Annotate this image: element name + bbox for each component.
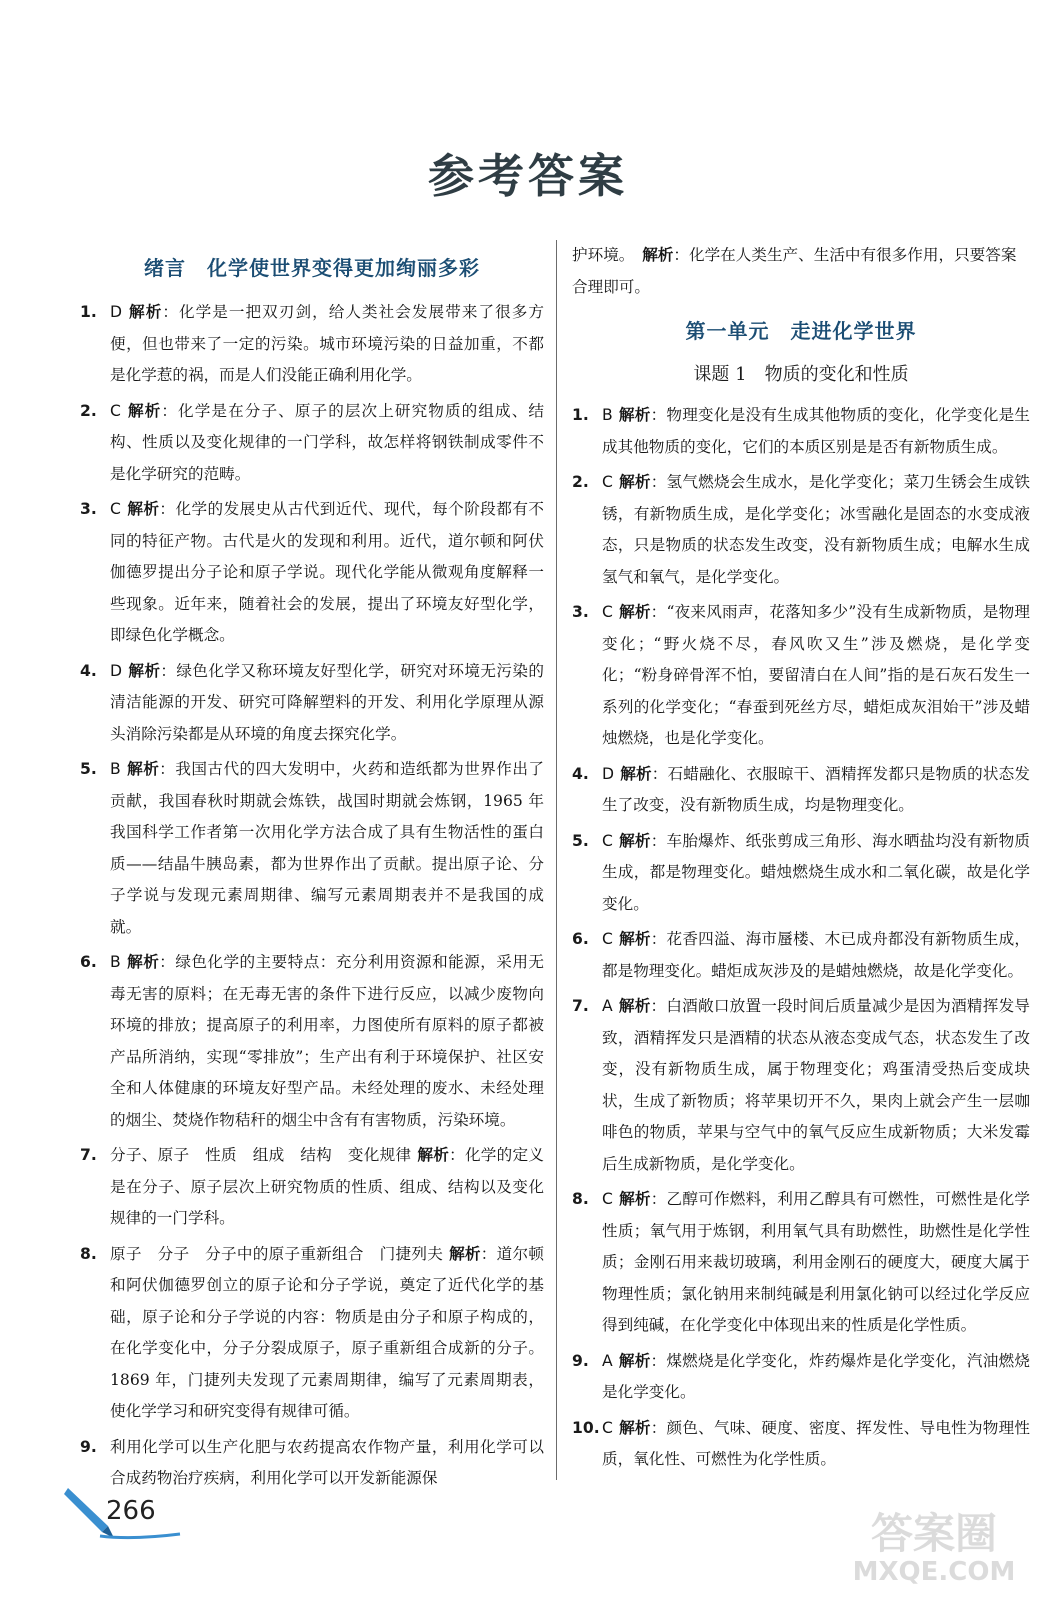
continued-text: 护环境。 — [572, 246, 627, 264]
item-text: ：道尔顿和阿伏伽德罗创立的原子论和分子学说，奠定了近代化学的基础，原子论和分子学说的内容：物质是由分子和原子构成的，在化学变化中，分子分裂成原子，原子重新组合成新的分子。1869 年，门捷列夫发现了元素周期律，编写了元素周期表，使化学学习和研究变得有规律可循。 — [110, 1244, 544, 1420]
item-number: 9. — [80, 1437, 97, 1456]
analysis-tag: 解析 — [618, 930, 651, 948]
left-answer-list — [80, 297, 544, 1495]
left-column — [80, 240, 544, 1499]
answer-item — [80, 1239, 544, 1428]
item-number: 10. — [572, 1418, 600, 1437]
item-text: ：化学是一把双刃剑，给人类社会发展带来了很多方便，但也带来了一定的污染。城市环境污染的日益加重，不都是化学惹的祸，而是人们没能正确利用化学。 — [110, 303, 544, 384]
item-answer: C — [602, 930, 613, 948]
page-number: 266 — [106, 1496, 156, 1526]
item-number: 5. — [80, 760, 97, 778]
answer-item — [572, 400, 1030, 463]
item-answer: D — [602, 764, 615, 783]
analysis-tag: 解析 — [128, 303, 163, 321]
item-answer: B — [110, 760, 121, 778]
answer-item — [572, 759, 1030, 822]
section-title-unit1: 第一单元 走进化学世界 — [685, 319, 917, 343]
answer-item — [572, 924, 1030, 987]
item-answer: C — [602, 1190, 613, 1208]
analysis-tag: 解析 — [126, 953, 160, 971]
item-number: 1. — [572, 406, 589, 424]
item-answer: D — [110, 303, 123, 321]
item-number: 4. — [80, 661, 97, 680]
watermark-main: 答案圈 — [870, 1509, 998, 1558]
item-text: ：化学是在分子、原子的层次上研究物质的组成、结构、性质以及变化规律的一门学科，故怎样将钢铁制成零件不是化学研究的范畴。 — [110, 401, 544, 483]
analysis-tag: 解析 — [449, 1244, 481, 1263]
answer-item — [80, 656, 544, 751]
item-text: ：化学的定义是在分子、原子层次上研究物质的性质、组成、结构以及变化规律的一门学科。 — [110, 1146, 544, 1227]
item-text: 利用化学可以生产化肥与农药提高农作物产量，利用化学可以合成药物治疗疾病，利用化学可以开发新能源保 — [110, 1437, 544, 1487]
item-text: ：车胎爆炸、纸张剪成三角形、海水晒盐均没有新物质生成，都是物理变化。蜡烛燃烧生成水和二氧化碳，故是化学变化。 — [602, 831, 1030, 913]
item-text: ：物理变化是没有生成其他物质的变化，化学变化是生成其他物质的变化，它们的本质区别是是否有新物质生成。 — [602, 406, 1030, 456]
item-number: 5. — [572, 831, 589, 850]
item-answer: C — [110, 500, 121, 518]
analysis-tag: 解析 — [620, 764, 652, 783]
item-answer: A — [602, 997, 613, 1015]
section-title-intro: 绪言 化学使世界变得更加绚丽多彩 — [144, 256, 480, 280]
right-column — [572, 240, 1030, 1480]
item-answer: B — [602, 406, 613, 424]
analysis-tag: 解析 — [126, 500, 160, 518]
answer-item — [572, 1346, 1030, 1409]
item-text: ：氢气燃烧会生成水，是化学变化；菜刀生锈会生成铁锈，有新物质生成，是化学变化；冰雪融化是固态的水变成液态，只是物质的状态发生改变，没有新物质生成；电解水生成氢气和氧气，是化学变化。 — [602, 473, 1030, 586]
answer-item — [572, 991, 1030, 1180]
item-number: 9. — [572, 1351, 589, 1370]
item-text: ：化学的发展史从古代到近代、现代，每个阶段都有不同的特征产物。古代是火的发现和利用。近代，道尔顿和阿伏伽德罗提出分子论和原子学说。现代化学能从微观角度解释一些现象。近年来，随着社会的发展，提出了环境友好型化学，即绿色化学概念。 — [110, 500, 544, 644]
item-number: 2. — [80, 401, 97, 420]
answer-item — [572, 1184, 1030, 1342]
lesson-title: 课题 1 物质的变化和性质 — [693, 364, 909, 385]
item-answer: D — [110, 661, 123, 680]
item-text: ：石蜡融化、衣服晾干、酒精挥发都只是物质的状态发生了改变，没有新物质生成，均是物理变化。 — [602, 764, 1030, 814]
answer-item — [572, 1413, 1030, 1476]
analysis-tag: 解析 — [126, 401, 162, 420]
item-number: 6. — [572, 930, 589, 948]
item-number: 8. — [80, 1244, 97, 1263]
item-text: ：“夜来风雨声，花落知多少”没有生成新物质，是物理变化；“野火烧不尽，春风吹又生”涉及燃烧，是化学变化；“粉身碎骨浑不怕，要留清白在人间”指的是石灰石发生一系列的化学变化；“春蚕到死丝方尽，蜡炬成灰泪始干”涉及蜡烛燃烧，也是化学变化。 — [602, 603, 1030, 747]
analysis-tag: 解析 — [618, 1190, 651, 1208]
answer-item — [80, 396, 544, 491]
page-title: 参考答案 — [428, 149, 628, 203]
item-number: 1. — [80, 303, 97, 321]
item-answer: C — [602, 473, 613, 491]
watermark-logo — [834, 1500, 1034, 1586]
analysis-tag: 解析 — [618, 1351, 651, 1370]
item-text: ：绿色化学的主要特点：充分利用资源和能源，采用无毒无害的原料；在无毒无害的条件下进行反应，以减少废物向环境的排放；提高原子的利用率，力图使所有原料的原子都被产品所消纳，实现“零排放”；生产出有利于环境保护、社区安全和人体健康的环境友好型产品。未经处理的废水、未经处理的烟尘、焚烧作物秸秆的烟尘中含有有害物质，污染环境。 — [110, 953, 544, 1129]
item-text: ：绿色化学又称环境友好型化学，研究对环境无污染的清洁能源的开发、研究可降解塑料的开发、利用化学原理从源头消除污染都是从环境的角度去探究化学。 — [110, 661, 544, 743]
continued-rest: ：化学在人类生产、生活中有很多作用，只要答案合理即可。 — [572, 246, 1017, 296]
analysis-tag: 解析 — [618, 1418, 651, 1437]
answer-item — [80, 1140, 544, 1235]
analysis-tag: 解析 — [618, 997, 651, 1015]
continued-answer — [572, 240, 1030, 303]
answer-item — [80, 297, 544, 392]
analysis-tag: 解析 — [126, 760, 160, 778]
item-number: 3. — [80, 500, 97, 518]
item-answer: C — [602, 831, 613, 850]
item-text: ：白酒敞口放置一段时间后质量减少是因为酒精挥发导致，酒精挥发只是酒精的状态从液态变成气态，状态发生了改变，没有新物质生成，属于物理变化；鸡蛋清受热后变成块状，生成了新物质；将苹果切开不久，果肉上就会产生一层咖啡色的物质，苹果与空气中的氧气反应生成新物质；大米发霉后生成新物质，是化学变化。 — [602, 997, 1030, 1173]
answer-item — [572, 467, 1030, 593]
analysis-tag: 解析 — [417, 1146, 450, 1164]
watermark-sub: MXQE.COM — [852, 1557, 1016, 1586]
analysis-tag: 解析 — [618, 831, 651, 850]
item-number: 7. — [80, 1146, 97, 1164]
column-divider — [556, 240, 557, 1480]
item-answer: A — [602, 1351, 613, 1370]
item-answer: C — [602, 1418, 613, 1437]
item-number: 4. — [572, 764, 589, 783]
analysis-tag: 解析 — [128, 661, 161, 680]
analysis-tag: 解析 — [618, 406, 651, 424]
item-text: ：花香四溢、海市蜃楼、木已成舟都没有新物质生成，都是物理变化。蜡炬成灰涉及的是蜡烛燃烧，故是化学变化。 — [602, 930, 1030, 980]
item-number: 8. — [572, 1190, 589, 1208]
analysis-tag: 解析 — [618, 473, 651, 491]
answer-item — [572, 826, 1030, 921]
item-text: ：煤燃烧是化学变化，炸药爆炸是化学变化，汽油燃烧是化学变化。 — [602, 1351, 1030, 1401]
item-answer: B — [110, 953, 121, 971]
item-text: ：乙醇可作燃料，利用乙醇具有可燃性，可燃性是化学性质；氧气用于炼钢，利用氧气具有助燃性，助燃性是化学性质；金刚石用来裁切玻璃，利用金刚石的硬度大，硬度大属于物理性质；氯化钠用来制纯碱是利用氯化钠可以经过化学反应得到纯碱，在化学变化中体现出来的性质是化学性质。 — [602, 1190, 1030, 1334]
analysis-tag: 解析 — [642, 246, 674, 264]
item-text: ：我国古代的四大发明中，火药和造纸都为世界作出了贡献，我国春秋时期就会炼铁，战国时期就会炼钢，1965 年我国科学工作者第一次用化学方法合成了具有生物活性的蛋白质——结晶牛胰岛素，都为世界作出了贡献。提出原子论、分子学说与发现元素周期律、编写元素周期表并不是我国的成就。 — [110, 760, 544, 936]
item-text: ：颜色、气味、硬度、密度、挥发性、导电性为物理性质，氧化性、可燃性为化学性质。 — [602, 1418, 1030, 1468]
item-answer: C — [602, 603, 613, 621]
answer-item — [572, 597, 1030, 755]
item-number: 7. — [572, 997, 589, 1015]
item-number: 2. — [572, 473, 589, 491]
item-answer: 分子、原子 性质 组成 结构 变化规律 — [110, 1146, 412, 1164]
answer-item — [80, 754, 544, 943]
item-answer: 原子 分子 分子中的原子重新组合 门捷列夫 — [110, 1244, 444, 1263]
analysis-tag: 解析 — [618, 603, 651, 621]
right-answer-list — [572, 400, 1030, 1476]
item-answer: C — [110, 401, 121, 420]
answer-item — [80, 947, 544, 1136]
answer-item — [80, 494, 544, 652]
item-number: 6. — [80, 953, 97, 971]
item-number: 3. — [572, 603, 589, 621]
